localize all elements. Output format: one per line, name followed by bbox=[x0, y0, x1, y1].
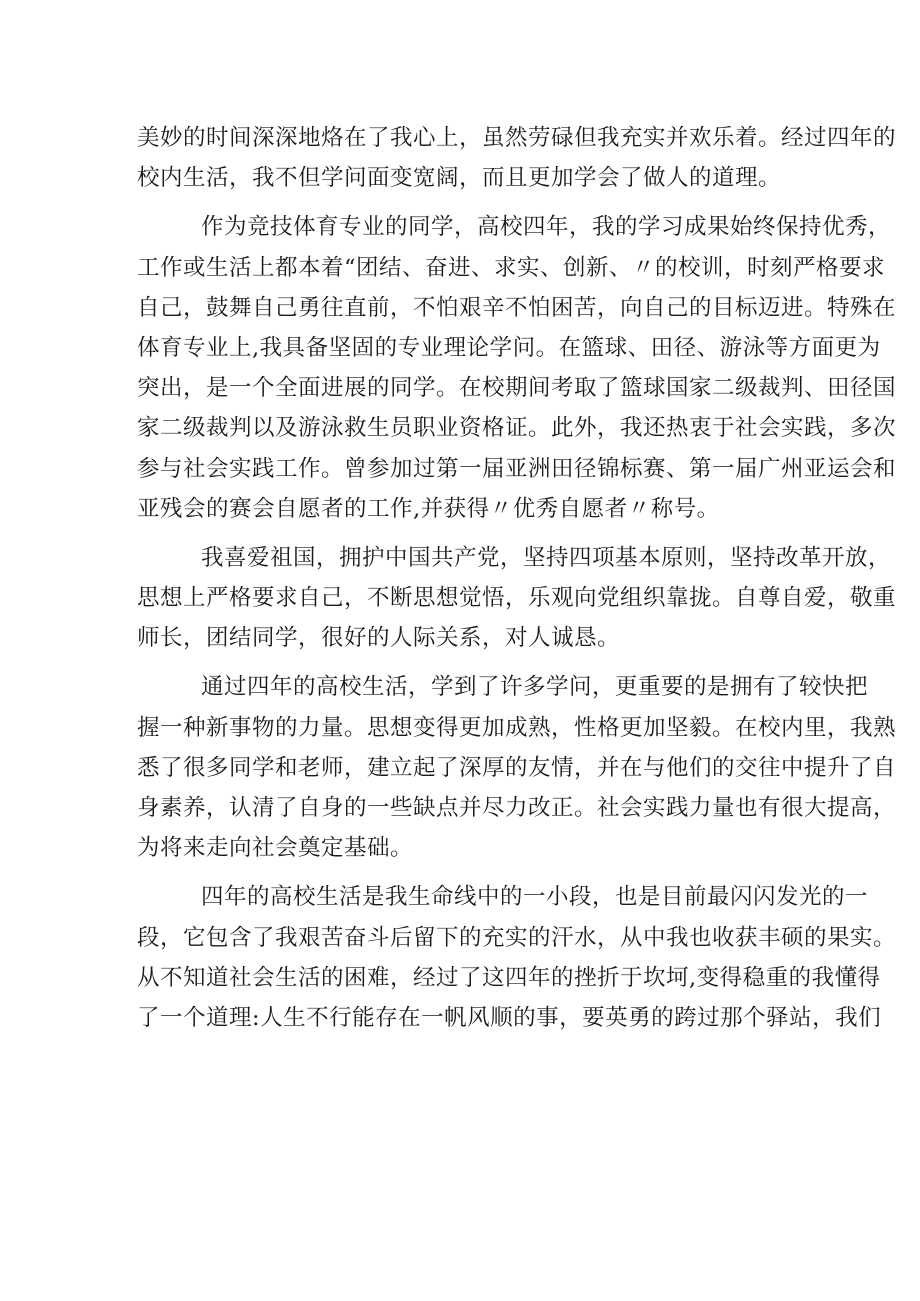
text-line: 从不知道社会生活的困难，经过了这四年的挫折于坎坷,变得稳重的我懂得 bbox=[137, 964, 881, 991]
text-line: 体育专业上,我具备坚固的专业理论学问。在篮球、田径、游泳等方面更为 bbox=[137, 334, 881, 361]
text-line: 美妙的时间深深地烙在了我心上，虽然劳碌但我充实并欢乐着。经过四年的 bbox=[137, 125, 897, 151]
text-line: 四年的高校生活是我生命线中的一小段，也是目前最闪闪发光的一 bbox=[201, 884, 869, 911]
paragraph-5 bbox=[137, 877, 897, 1038]
paragraph-3 bbox=[137, 538, 897, 659]
paragraph-2 bbox=[137, 207, 897, 529]
text-line: 思想上严格要求自己，不断思想觉悟，乐观向党组织靠拢。自尊自爱，敬重 bbox=[137, 585, 897, 612]
text-line: 了一个道理:人生不行能存在一帆风顺的事，要英勇的跨过那个驿站，我们 bbox=[137, 1004, 882, 1031]
text-line: 段，它包含了我艰苦奋斗后留下的充实的汗水，从中我也收获丰硕的果实。 bbox=[137, 924, 897, 951]
text-line: 校内生活，我不但学问面变宽阔，而且更加学会了做人的道理。 bbox=[137, 165, 782, 192]
text-line: 自己，鼓舞自己勇往直前，不怕艰辛不怕困苦，向自己的目标迈进。特殊在 bbox=[137, 294, 897, 321]
paragraph-4 bbox=[137, 667, 897, 868]
text-line: 悉了很多同学和老师，建立起了深厚的友情，并在与他们的交往中提升了自 bbox=[137, 754, 897, 781]
text-line: 身素养，认清了自身的一些缺点并尽力改正。社会实践力量也有很大提高， bbox=[137, 795, 897, 821]
text-line: 为将来走向社会奠定基础。 bbox=[137, 835, 414, 862]
text-line: 我喜爱祖国，拥护中国共产党，坚持四项基本原则，坚持改革开放， bbox=[201, 544, 892, 571]
text-line: 突出，是一个全面进展的同学。在校期间考取了篮球国家二级裁判、田径国 bbox=[137, 375, 897, 402]
text-line: 通过四年的高校生活，学到了许多学问，更重要的是拥有了较快把 bbox=[201, 674, 869, 701]
text-line: 亚残会的赛会自愿者的工作,并获得〃优秀自愿者〃称号。 bbox=[137, 495, 720, 522]
text-line: 师长，团结同学，很好的人际关系，对人诚恳。 bbox=[137, 625, 621, 652]
text-line: 作为竞技体育专业的同学，高校四年，我的学习成果始终保持优秀， bbox=[201, 214, 892, 241]
text-line: 工作或生活上都本着“团结、奋进、求实、创新、〃的校训，时刻严格要求 bbox=[137, 254, 886, 281]
text-line: 握一种新事物的力量。思想变得更加成熟，性格更加坚毅。在校内里，我熟 bbox=[137, 714, 897, 741]
text-line: 参与社会实践工作。曾参加过第一届亚洲田径锦标赛、第一届广州亚运会和 bbox=[137, 455, 897, 482]
paragraph-1 bbox=[137, 118, 897, 198]
text-line: 家二级裁判以及游泳救生员职业资格证。此外，我还热衷于社会实践，多次 bbox=[137, 415, 897, 442]
document-body bbox=[137, 118, 897, 1038]
